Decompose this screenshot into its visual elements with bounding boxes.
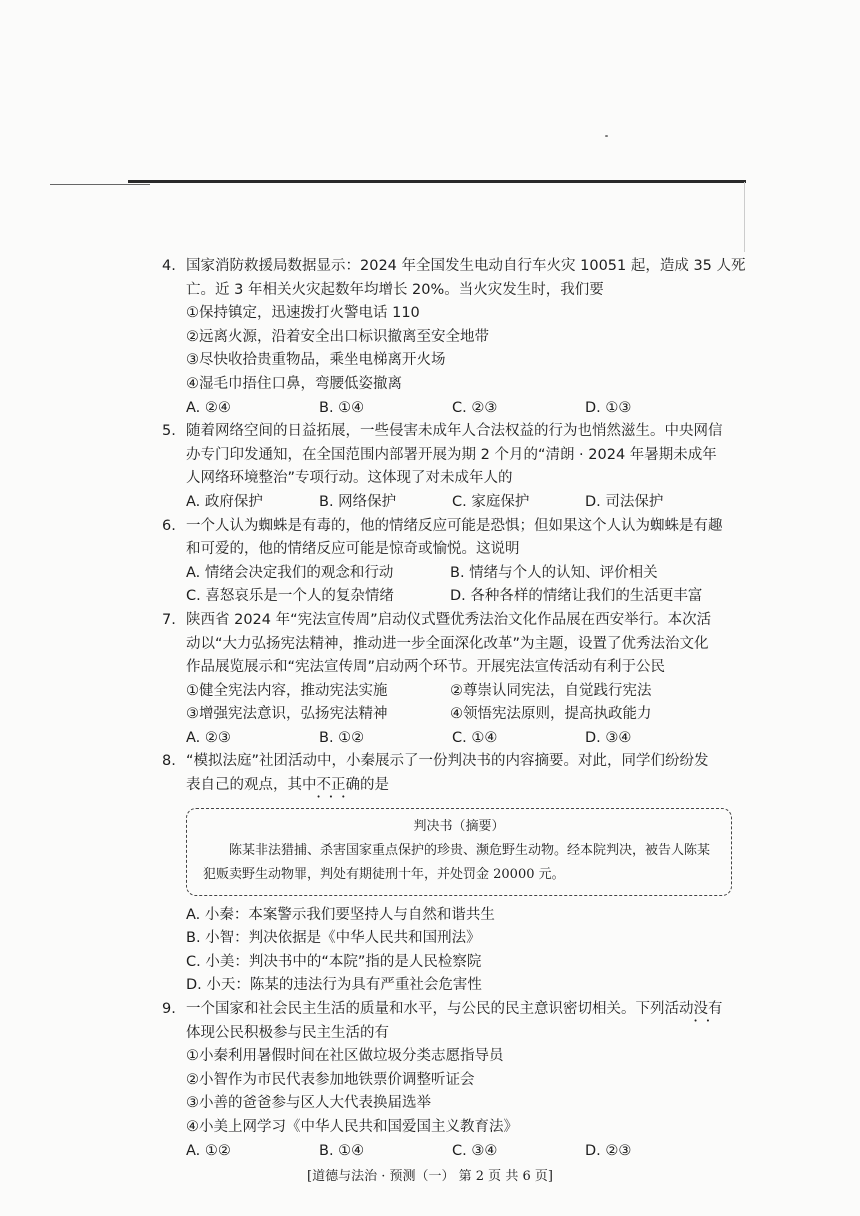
statement-item: ①小秦利用暑假时间在社区做垃圾分类志愿指导员	[186, 1048, 504, 1065]
question-stem-line: 陕西省 2024 年“宪法宣传周”启动仪式暨优秀法治文化作品展在西安举行。本次活	[186, 611, 712, 628]
answer-options	[186, 397, 732, 421]
statement-item: ③增强宪法意识，弘扬宪法精神	[186, 706, 388, 723]
question-stem-line: 亡。近 3 年相关火灾起数年均增长 20%。当火灾发生时，我们要	[186, 281, 604, 298]
option-d[interactable]: D. ③④	[585, 729, 632, 746]
option-c[interactable]: C. ②③	[452, 399, 498, 416]
statement-item: ②尊崇认同宪法，自觉践行宪法	[450, 682, 652, 699]
option-a[interactable]: A. 情绪会决定我们的观念和行动	[186, 564, 394, 581]
option-c[interactable]: C. ③④	[452, 1142, 498, 1159]
option-d[interactable]: D. 各种各样的情绪让我们的生活更丰富	[450, 588, 703, 605]
statement-item: ①保持镇定，迅速拨打火警电话 110	[186, 305, 420, 322]
right-edge-mark	[744, 182, 745, 252]
option-a[interactable]: A. ②③	[186, 729, 231, 746]
question-8	[162, 750, 732, 998]
question-stem-line: “模拟法庭”社团活动中，小秦展示了一份判决书的内容摘要。对此，同学们纷纷发	[186, 753, 709, 770]
question-number: 5.	[162, 423, 176, 440]
question-list	[162, 255, 746, 1163]
question-6	[162, 515, 732, 609]
statement-item: ④领悟宪法原则，提高执政能力	[450, 706, 652, 723]
question-stem-line: 一个人认为蜘蛛是有毒的，他的情绪反应可能是恐惧；但如果这个人认为蜘蛛是有趣	[186, 517, 723, 534]
scan-speck	[605, 135, 608, 137]
emphasis-text: 没有 • •	[694, 1001, 723, 1017]
question-stem-line: 动以“大力弘扬宪法精神，推动进一步全面深化改革”为主题，设置了优秀法治文化	[186, 635, 709, 652]
top-rule-thick	[128, 180, 746, 183]
question-stem-line: 体现公民积极参与民主生活的有	[186, 1024, 389, 1041]
question-9	[162, 998, 732, 1163]
question-number: 9.	[162, 1001, 176, 1018]
option-c[interactable]: C. 喜怒哀乐是一个人的复杂情绪	[186, 588, 394, 605]
option-d[interactable]: D. 小天：陈某的违法行为具有严重社会危害性	[186, 977, 482, 994]
stem-text: 一个国家和社会民主生活的质量和水平，与公民的民主意识密切相关。下列活动	[186, 1001, 694, 1018]
option-a[interactable]: A. 小秦：本案警示我们要坚持人与自然和谐共生	[186, 906, 495, 923]
option-a[interactable]: A. ①②	[186, 1142, 231, 1159]
option-a[interactable]: A. 政府保护	[186, 493, 263, 510]
page-footer: [道德与法治 · 预测（一） 第 2 页 共 6 页]	[307, 1169, 553, 1184]
question-number: 7.	[162, 611, 176, 628]
option-d[interactable]: D. ①③	[585, 399, 632, 416]
statement-item: ④小美上网学习《中华人民共和国爱国主义教育法》	[186, 1119, 518, 1135]
statement-item: ①健全宪法内容，推动宪法实施	[186, 682, 388, 699]
option-a[interactable]: A. ②④	[186, 399, 231, 416]
statement-item: ③小善的爸爸参与区人大代表换届选举	[186, 1095, 431, 1112]
option-c[interactable]: C. 家庭保护	[452, 493, 530, 510]
statement-row	[186, 680, 732, 704]
option-b[interactable]: B. 小智：判决依据是《中华人民共和国刑法》	[186, 930, 481, 947]
question-stem-line: 国家消防救援局数据显示：2024 年全国发生电动自行车火灾 10051 起，造成 35 人死	[186, 258, 746, 274]
option-b[interactable]: B. ①④	[319, 1142, 365, 1159]
top-rule-thin	[50, 184, 150, 185]
option-d[interactable]: D. ②③	[585, 1142, 632, 1159]
excerpt-body: 陈某非法猎捕、杀害国家重点保护的珍贵、濒危野生动物。经本院判决，被告人陈某犯贩卖野生动物罪，判处有期徒刑十年，并处罚金 20000 元。	[203, 842, 711, 882]
question-stem-line: 随着网络空间的日益拓展，一些侵害未成年人合法权益的行为也悄然滋生。中央网信	[186, 423, 723, 440]
emphasis-text: 不正确 • • •	[317, 777, 361, 793]
answer-options-row	[186, 562, 732, 586]
question-stem-line	[186, 774, 732, 798]
option-c[interactable]: C. ①④	[452, 729, 498, 746]
option-c[interactable]: C. 小美：判决书中的“本院”指的是人民检察院	[186, 953, 482, 970]
question-stem-line	[186, 998, 732, 1022]
statement-item: ②远离火源，沿着安全出口标识撤离至安全地带	[186, 328, 489, 345]
option-b[interactable]: B. 情绪与个人的认知、评价相关	[450, 564, 658, 581]
question-number: 8.	[162, 753, 176, 770]
answer-options	[186, 727, 732, 751]
stem-text: 的是	[360, 777, 389, 794]
statement-row	[186, 703, 732, 727]
question-stem-line: 作品展览展示和“宪法宣传周”启动两个环节。开展宪法宣传活动有利于公民	[186, 659, 666, 676]
question-5	[162, 420, 732, 514]
statement-item: ③尽快收拾贵重物品，乘坐电梯离开火场	[186, 352, 446, 369]
stem-text: 表自己的观点，其中	[186, 777, 317, 794]
question-stem-line: 和可爱的，他的情绪反应可能是惊奇或愉悦。这说明	[186, 541, 520, 558]
option-b[interactable]: B. ①④	[319, 399, 365, 416]
option-b[interactable]: B. ①②	[319, 729, 365, 746]
option-d[interactable]: D. 司法保护	[585, 493, 664, 510]
judgment-excerpt-box	[186, 808, 732, 896]
question-stem-line: 人网络环境整治”专项行动。这体现了对未成年人的	[186, 470, 513, 487]
answer-options	[186, 1140, 732, 1164]
question-4	[162, 255, 746, 420]
option-b[interactable]: B. 网络保护	[319, 493, 397, 510]
question-stem-line: 办专门印发通知，在全国范围内部署开展为期 2 个月的“清朗 · 2024 年暑期未成年	[186, 446, 717, 463]
question-number: 6.	[162, 517, 176, 534]
question-7	[162, 609, 732, 751]
answer-options-row	[186, 585, 732, 609]
statement-item: ②小智作为市民代表参加地铁票价调整听证会	[186, 1071, 475, 1088]
question-number: 4.	[162, 258, 176, 274]
answer-options	[186, 491, 732, 515]
statement-item: ④湿毛巾捂住口鼻，弯腰低姿撤离	[186, 375, 402, 392]
excerpt-title: 判决书（摘要）	[413, 818, 505, 834]
